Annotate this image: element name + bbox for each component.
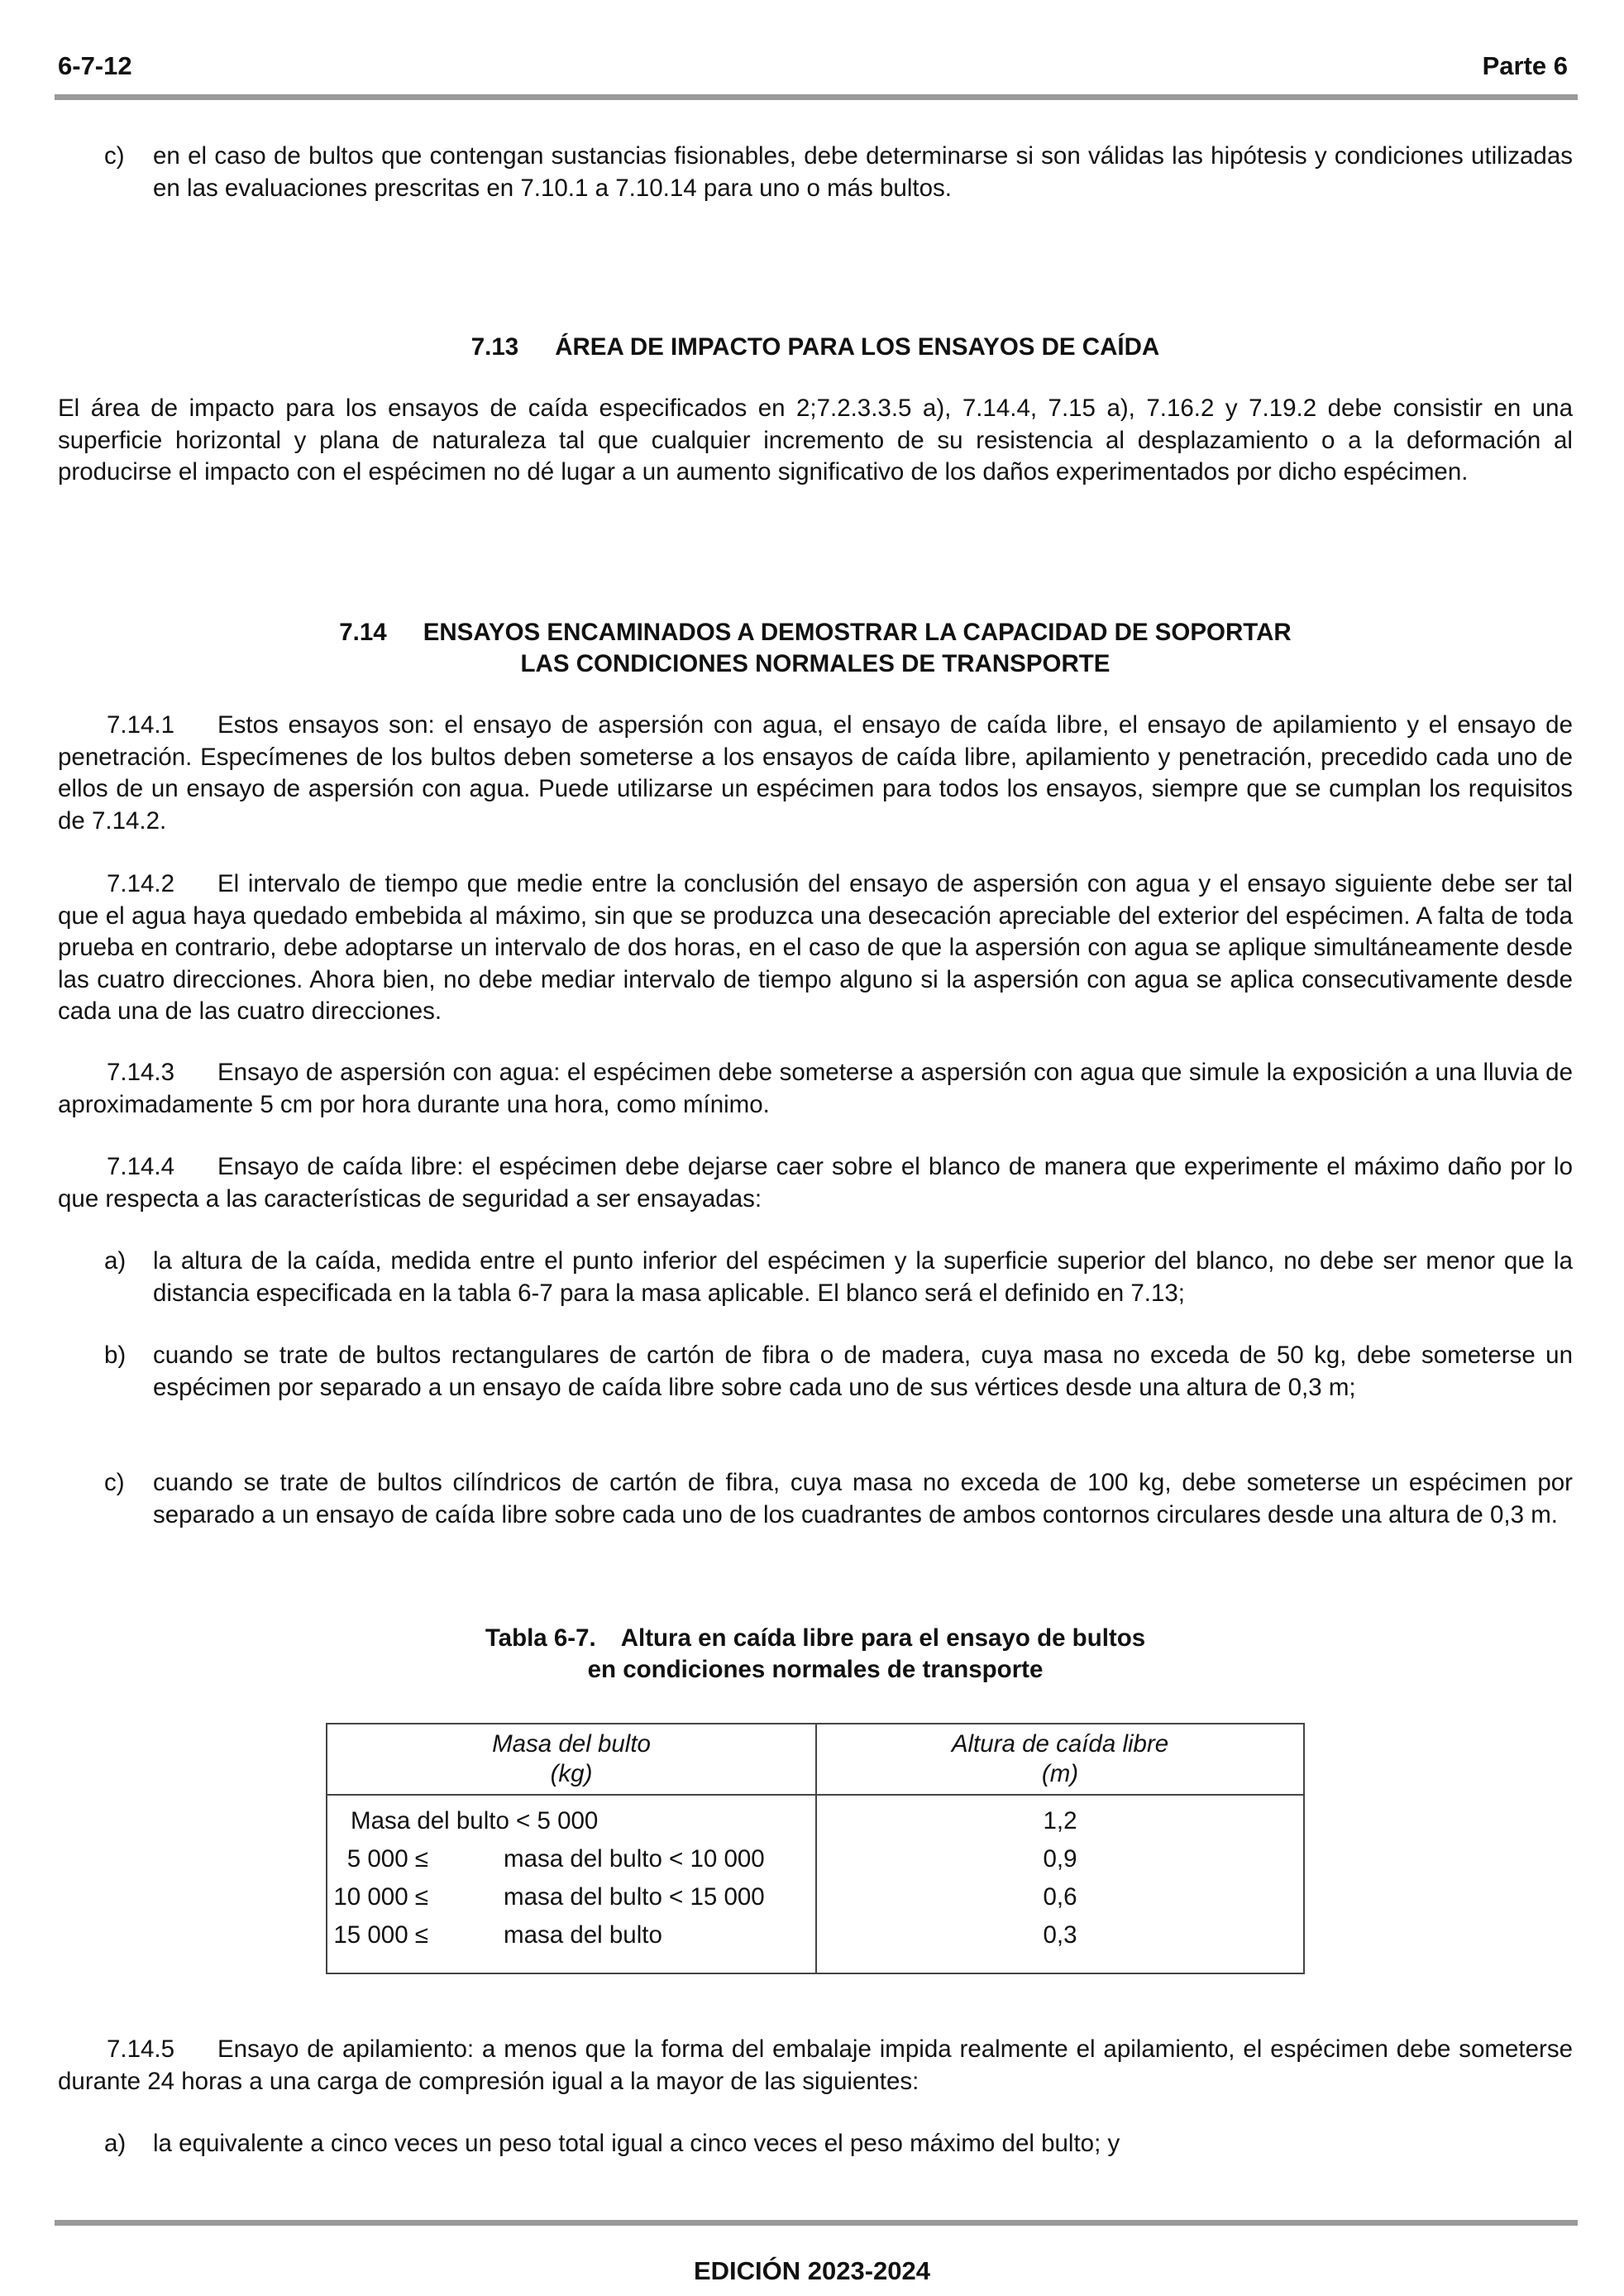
section-7-13-body: El área de impacto para los ensayos de caída especificados en 2;7.2.3.3.5 a), 7.14.4, 7.15 a), 7.16.2 y 7.19.2 debe consistir en una superficie horizontal y plana de naturaleza tal que cualquier incremento de su resistencia al desplazamiento o a la deformación al producirse el impacto con el espécimen no dé lugar a un aumento significativo de los daños experimentados por dicho espécimen. <box>58 395 1573 486</box>
range-description: masa del bulto < 15 000 <box>504 1883 765 1911</box>
intro-list-item <box>0 141 1624 207</box>
section-heading-7-14 <box>58 617 1573 680</box>
list-marker: c) <box>104 1469 125 1496</box>
list-item-text: la equivalente a cinco veces un peso total igual a cinco veces el peso máximo del bulto; y <box>153 2130 1120 2157</box>
paragraph-text: Estos ensayos son: el ensayo de aspersión con agua, el ensayo de caída libre, el ensayo de apilamiento y el ensayo de penetración. Especímenes de los bultos deben someterse a los ensayos de caída libre, apilamiento y penetración, precedido cada uno de ellos de un ensayo de aspersión con agua. Puede utilizarse un espécimen para todos los ensayos, siempre que se cumplan los requisitos de 7.14.2. <box>58 711 1573 835</box>
page-number: 6-7-12 <box>58 51 132 80</box>
table-cell: 1,2 <box>1043 1807 1077 1834</box>
col-header-mass-label: Masa del bulto <box>492 1730 651 1758</box>
section-title-line-2: LAS CONDICIONES NORMALES DE TRANSPORTE <box>520 650 1111 677</box>
edition-footer: EDICIÓN 2023-2024 <box>693 2256 931 2285</box>
table-row <box>327 1878 815 1916</box>
col-header-height-unit: (m) <box>1041 1760 1079 1787</box>
list-item-b <box>0 1340 1624 1439</box>
paragraph-text: Ensayo de apilamiento: a menos que la forma del embalaje impida realmente el apilamiento, el espécimen debe someterse durante 24 horas a una carga de compresión igual a la mayor de las siguientes: <box>58 2035 1573 2095</box>
section-title-line-1: ENSAYOS ENCAMINADOS A DEMOSTRAR LA CAPACIDAD DE SOPORTAR <box>423 619 1292 646</box>
col-header-height <box>816 1724 1304 1795</box>
list-marker: a) <box>104 1247 127 1275</box>
section-number: 7.14 <box>339 619 387 646</box>
paragraph-7-14-3 <box>58 1057 1573 1121</box>
table-label: Tabla 6-7. <box>485 1624 596 1652</box>
range-lower-bound: 5 000 ≤ <box>346 1845 428 1873</box>
paragraph-7-14-4 <box>58 1151 1573 1215</box>
range-lower-bound: 15 000 ≤ <box>333 1921 428 1949</box>
list-item-c <box>0 1467 1624 1567</box>
range-lower-bound: 10 000 ≤ <box>333 1883 428 1911</box>
drop-height-table <box>326 1723 1305 1974</box>
paragraph-number: 7.14.3 <box>107 1059 175 1086</box>
col-header-mass <box>327 1724 816 1795</box>
list-item-text: la altura de la caída, medida entre el punto inferior del espécimen y la superficie superior del blanco, no debe ser menor que la distancia especificada en la tabla 6-7 para la masa aplicable. El blanco será el definido en 7.13; <box>153 1247 1573 1307</box>
list-marker: a) <box>104 2130 127 2157</box>
table-row <box>327 1916 815 1954</box>
list-marker: b) <box>104 1342 127 1369</box>
paragraph-number: 7.14.5 <box>107 2035 175 2063</box>
list-item-text: cuando se trate de bultos rectangulares de cartón de fibra o de madera, cuya masa no exceda de 50 kg, debe someterse un espécimen por separado a un ensayo de caída libre sobre cada uno de sus vértices desde una altura de 0,3 m; <box>153 1342 1573 1401</box>
table-cell: 0,3 <box>1043 1921 1077 1949</box>
list-item-text: cuando se trate de bultos cilíndricos de cartón de fibra, cuya masa no exceda de 100 kg, debe someterse un espécimen por separado a un ensayo de caída libre sobre cada uno de los cuadrantes de ambos contornos circulares desde una altura de 0,3 m. <box>153 1469 1573 1528</box>
table-title-line-2: en condiciones normales de transporte <box>587 1656 1044 1683</box>
paragraph-7-14-5 <box>58 2034 1573 2097</box>
part-label: Parte 6 <box>1482 51 1568 80</box>
col-header-height-label: Altura de caída libre <box>951 1730 1169 1758</box>
table-body-row <box>327 1795 1304 1973</box>
height-column <box>816 1795 1304 1973</box>
paragraph-number: 7.14.2 <box>107 870 175 897</box>
table-caption <box>58 1623 1573 1686</box>
table-header-row <box>327 1724 1304 1795</box>
paragraph-number: 7.14.4 <box>107 1153 175 1180</box>
paragraph-text: Ensayo de caída libre: el espécimen debe dejarse caer sobre el blanco de manera que experimente el máximo daño por lo que respecta a las características de seguridad a ser ensayadas: <box>58 1153 1573 1213</box>
list-marker: c) <box>104 142 125 170</box>
paragraph-7-14-2 <box>58 868 1573 1028</box>
paragraph-7-14-1 <box>58 710 1573 837</box>
list-item-a <box>0 1246 1624 1312</box>
section-number: 7.13 <box>470 333 519 361</box>
mass-column <box>327 1795 816 1973</box>
table-cell: 0,9 <box>1043 1845 1077 1873</box>
section-heading-7-13 <box>58 332 1573 363</box>
range-description: masa del bulto < 10 000 <box>504 1845 765 1873</box>
table-cell: 0,6 <box>1043 1883 1077 1911</box>
paragraph-number: 7.14.1 <box>107 711 175 739</box>
list-item-text: en el caso de bultos que contengan sustancias fisionables, debe determinarse si son válidas las hipótesis y condiciones utilizadas en las evaluaciones prescritas en 7.10.1 a 7.10.14 para uno o más bultos. <box>153 142 1573 202</box>
header-rule <box>55 94 1578 100</box>
table-cell: Masa del bulto < 5 000 <box>351 1807 599 1834</box>
paragraph-text: Ensayo de aspersión con agua: el espécimen debe someterse a aspersión con agua que simule la exposición a una lluvia de aproximadamente 5 cm por hora durante una hora, como mínimo. <box>58 1059 1573 1118</box>
section-title: ÁREA DE IMPACTO PARA LOS ENSAYOS DE CAÍDA <box>555 333 1160 361</box>
footer-rule <box>55 2220 1578 2226</box>
table-row <box>327 1840 815 1878</box>
paragraph-text: El intervalo de tiempo que medie entre la conclusión del ensayo de aspersión con agua y el ensayo siguiente debe ser tal que el agua haya quedado embebida al máximo, sin que se produzca una desecación apreciable del exterior del espécimen. A falta de toda prueba en contrario, debe adoptarse un intervalo de dos horas, en el caso de que la aspersión con agua se aplique simultáneamente desde las cuatro direcciones. Ahora bien, no debe mediar intervalo de tiempo alguno si la aspersión con agua se aplica consecutivamente desde cada una de las cuatro direcciones. <box>58 870 1573 1025</box>
range-description: masa del bulto <box>504 1921 662 1949</box>
table-title-line-1: Altura en caída libre para el ensayo de bultos <box>620 1624 1146 1652</box>
list-item-a-stacking <box>0 2128 1624 2161</box>
col-header-mass-unit: (kg) <box>550 1760 593 1787</box>
